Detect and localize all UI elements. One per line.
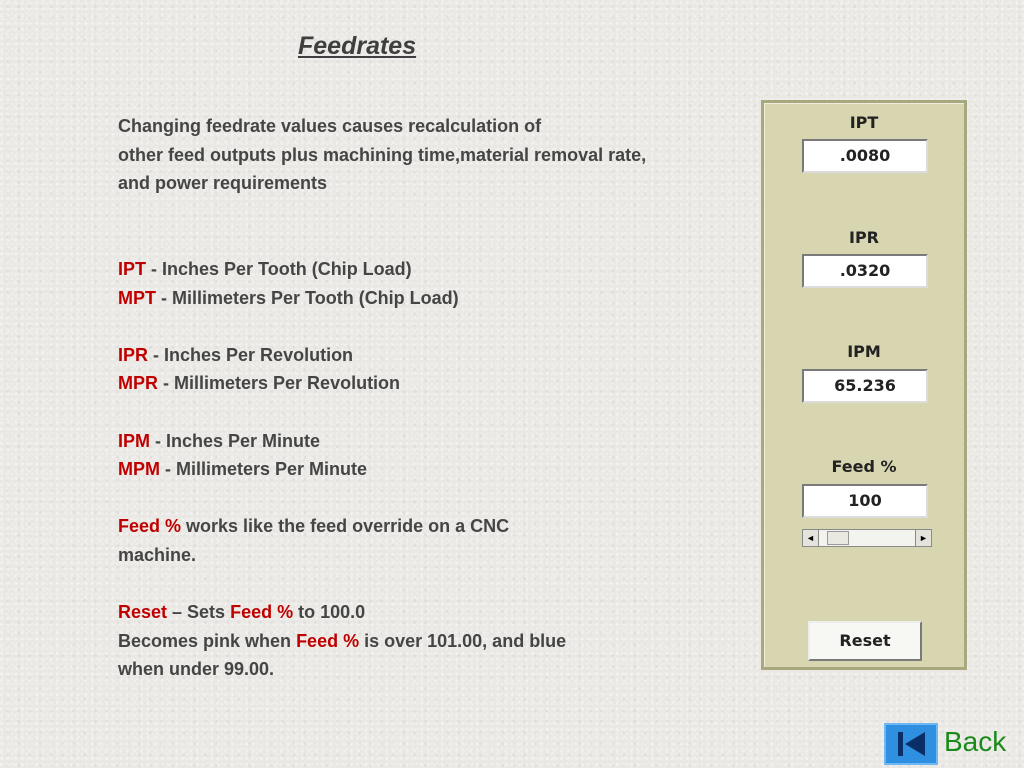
back-arrow-icon[interactable] bbox=[884, 723, 938, 765]
intro-line-1: Changing feedrate values causes recalculation of bbox=[118, 116, 542, 136]
feed-note-text-1: works like the feed override on a CNC bbox=[181, 516, 510, 537]
intro-line-2: other feed outputs plus machining time,material removal rate, bbox=[118, 144, 647, 165]
ipm-label: IPM bbox=[847, 342, 881, 361]
ipr-label: IPR bbox=[849, 228, 879, 247]
term-ipt: IPT bbox=[118, 258, 147, 279]
feedrate-panel bbox=[761, 100, 967, 670]
definition-ipr-text: - Inches Per Revolution bbox=[148, 344, 354, 365]
page-title: Feedrates bbox=[298, 32, 417, 60]
definition-ipt-text: - Inches Per Tooth (Chip Load) bbox=[146, 258, 412, 279]
reset-button[interactable]: Reset bbox=[808, 621, 922, 661]
term-ipr: IPR bbox=[118, 344, 149, 365]
reset-note-line-1 bbox=[118, 598, 718, 627]
back-link[interactable]: Back bbox=[944, 726, 1007, 757]
term-feed: Feed % bbox=[118, 516, 182, 537]
feed-note-line-2: machine. bbox=[118, 544, 197, 565]
feed-percent-field[interactable]: 100 bbox=[802, 484, 928, 518]
ipt-field[interactable]: .0080 bbox=[802, 139, 928, 173]
definition-mpt bbox=[118, 284, 718, 313]
definition-mpt-text: - Millimeters Per Tooth (Chip Load) bbox=[156, 287, 459, 308]
reset-note-text-4: is over 101.00, and blue bbox=[359, 630, 567, 651]
ipm-field[interactable]: 65.236 bbox=[802, 369, 928, 403]
term-mpr: MPR bbox=[118, 373, 158, 394]
reset-note-line-2 bbox=[118, 627, 718, 656]
reset-note-text-3: Becomes pink when bbox=[118, 630, 297, 651]
reset-note-text-1: – Sets bbox=[167, 602, 231, 623]
term-feed-3: Feed % bbox=[296, 630, 360, 651]
term-mpm: MPM bbox=[118, 459, 160, 480]
definition-mpr-text: - Millimeters Per Revolution bbox=[158, 373, 401, 394]
feed-percent-slider[interactable] bbox=[802, 529, 932, 547]
term-feed-2: Feed % bbox=[230, 602, 294, 623]
definition-ipr bbox=[118, 341, 718, 370]
definition-ipm-text: - Inches Per Minute bbox=[150, 430, 321, 451]
definition-mpm bbox=[118, 455, 718, 484]
slider-thumb[interactable] bbox=[827, 531, 849, 545]
slider-left-arrow-icon[interactable]: ◄ bbox=[803, 530, 819, 546]
slider-right-arrow-icon[interactable]: ► bbox=[915, 530, 931, 546]
ipr-field[interactable]: .0320 bbox=[802, 254, 928, 288]
feed-note-line-1 bbox=[118, 512, 718, 541]
definition-mpr bbox=[118, 369, 718, 398]
definition-mpm-text: - Millimeters Per Minute bbox=[160, 459, 368, 480]
reset-note-line-3: when under 99.00. bbox=[118, 659, 275, 680]
definition-ipt bbox=[118, 255, 718, 284]
description-text bbox=[118, 112, 718, 684]
intro-line-3: and power requirements bbox=[118, 173, 328, 194]
term-reset: Reset bbox=[118, 602, 168, 623]
definition-ipm bbox=[118, 427, 718, 456]
ipt-label: IPT bbox=[849, 113, 879, 132]
feed-percent-label: Feed % bbox=[831, 457, 897, 476]
reset-note-text-2: to 100.0 bbox=[293, 602, 366, 623]
term-mpt: MPT bbox=[118, 287, 156, 308]
term-ipm: IPM bbox=[118, 430, 151, 451]
